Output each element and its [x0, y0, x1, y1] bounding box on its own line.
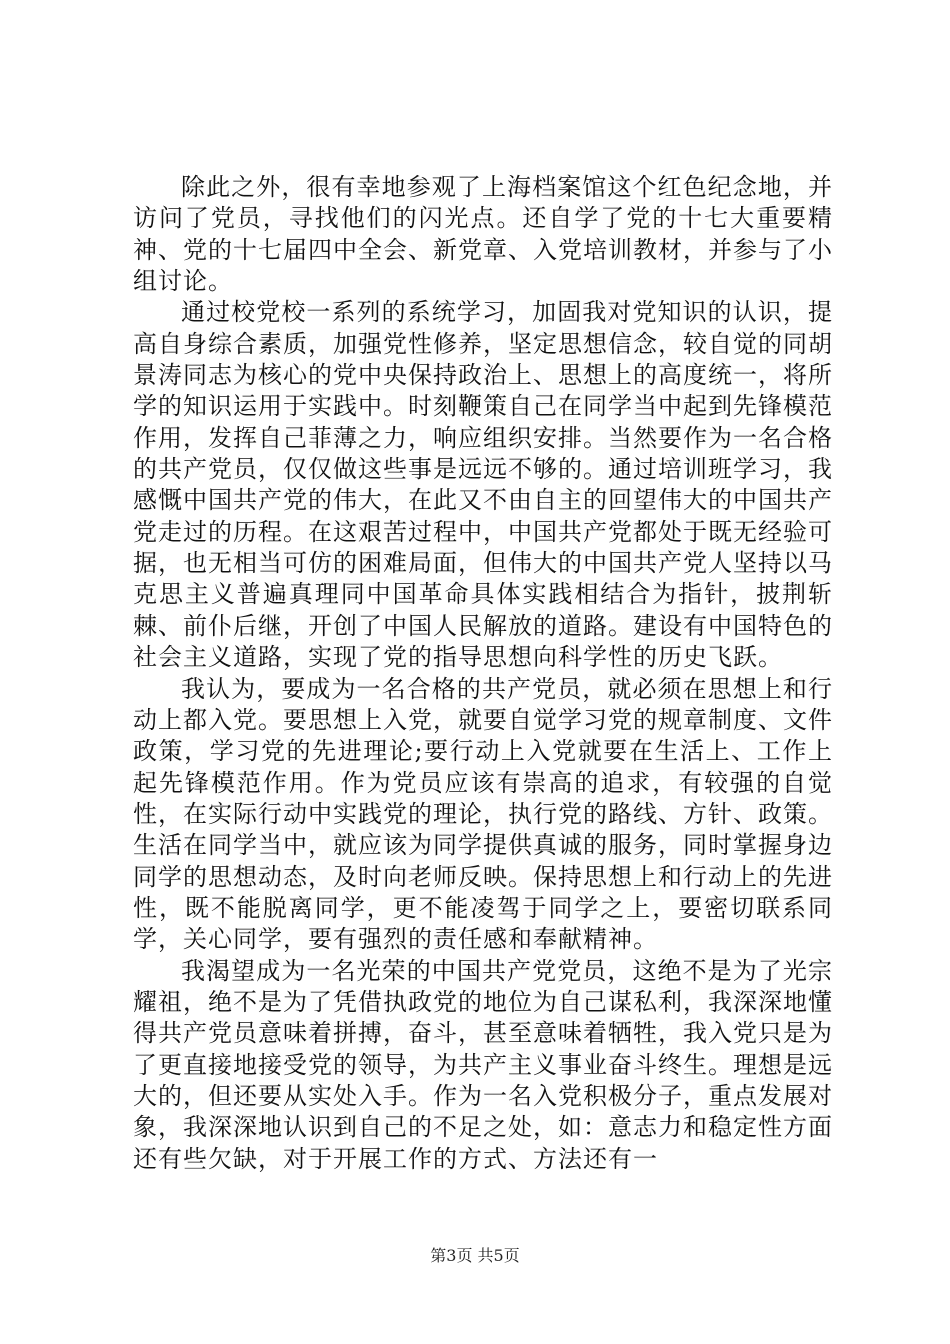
paragraph-3: 我认为，要成为一名合格的共产党员，就必须在思想上和行动上都入党。要思想上入党，就要自觉学习党的规章制度、文件政策，学习党的先进理论;要行动上入党就要在生活上、工作上起先锋模范作用。作为党员应该有崇高的追求，有较强的自觉性，在实际行动中实践党的理论，执行党的路线、方针、政策。生活在同学当中，就应该为同学提供真诚的服务，同时掌握身边同学的思想动态，及时向老师反映。保持思想上和行动上的先进性，既不能脱离同学，更不能凌驾于同学之上，要密切联系同学，关心同学，要有强烈的责任感和奉献精神。 — [133, 674, 833, 954]
paragraph-1: 除此之外，很有幸地参观了上海档案馆这个红色纪念地，并访问了党员，寻找他们的闪光点。还自学了党的十七大重要精神、党的十七届四中全会、新党章、入党培训教材，并参与了小组讨论。 — [133, 173, 833, 296]
page-number-footer: 第3页 共5页 — [430, 1246, 520, 1265]
paragraph-4: 我渴望成为一名光荣的中国共产党党员，这绝不是为了光宗耀祖，绝不是为了凭借执政党的地位为自己谋私利，我深深地懂得共产党员意味着拼搏，奋斗，甚至意味着牺牲，我入党只是为了更直接地接受党的领导，为共产主义事业奋斗终生。理想是远大的，但还要从实处入手。作为一名入党积极分子，重点发展对象，我深深地认识到自己的不足之处，如：意志力和稳定性方面还有些欠缺，对于开展工作的方式、方法还有一 — [133, 956, 833, 1173]
document-body — [133, 172, 833, 1175]
paragraph-2: 通过校党校一系列的系统学习，加固我对党知识的认识，提高自身综合素质，加强党性修养，坚定思想信念，较自觉的同胡景涛同志为核心的党中央保持政治上、思想上的高度统一，将所学的知识运用于实践中。时刻鞭策自己在同学当中起到先锋模范作用，发挥自己菲薄之力，响应组织安排。当然要作为一名合格的共产党员，仅仅做这些事是远远不够的。通过培训班学习，我感慨中国共产党的伟大，在此又不由自主的回望伟大的中国共产党走过的历程。在这艰苦过程中，中国共产党都处于既无经验可据，也无相当可仿的困难局面，但伟大的中国共产党人坚持以马克思主义普遍真理同中国革命具体实践相结合为指针，披荆斩棘、前仆后继，开创了中国人民解放的道路。建设有中国特色的社会主义道路，实现了党的指导思想向科学性的历史飞跃。 — [133, 298, 833, 672]
